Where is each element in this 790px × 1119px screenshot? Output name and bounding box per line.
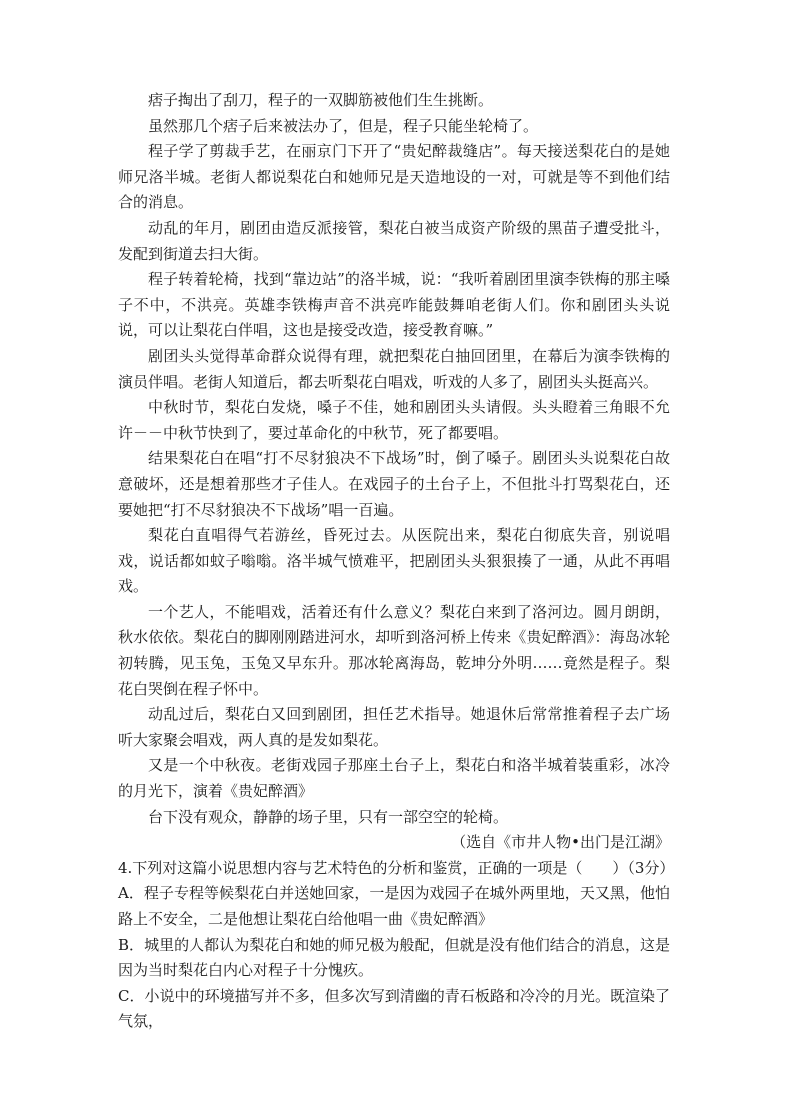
story-paragraph: 一个艺人，不能唱戏，活着还有什么意义？梨花白来到了洛河边。圆月朗朗，秋水依依。梨花白的脚刚刚踏进河水，却听到洛河桥上传来《贵妃醉酒》：海岛冰轮初转腾，见玉兔，玉兔又早东升。那冰轮离海岛，乾坤分外明……竟然是程子。梨花白哭倒在程子怀中。	[118, 602, 670, 698]
question-option-a: A．程子专程等候梨花白并送她回家，一是因为戏园子在城外两里地，天又黑，他怕路上不安全，二是他想让梨花白给他唱一曲《贵妃醉酒》	[118, 884, 670, 928]
question-block	[118, 856, 675, 1035]
document-page	[118, 88, 675, 1035]
story-paragraph: 又是一个中秋夜。老街戏园子那座土台子上，梨花白和洛半城着装重彩，冰冷的月光下，演着《贵妃醉酒》	[118, 756, 670, 801]
story-paragraph: 程子转着轮椅，找到“靠边站”的洛半城，说：“我听着剧团里演李铁梅的那主嗓子不中，不洪亮。英雄李铁梅声音不洪亮咋能鼓舞咱老街人们。你和剧团头头说说，可以让梨花白伴唱，这也是接受改造，接受教育嘛。”	[118, 270, 670, 340]
story-paragraph: 痞子掏出了刮刀，程子的一双脚筋被他们生生挑断。	[148, 91, 494, 109]
story-paragraph: 结果梨花白在唱“打不尽豺狼决不下战场”时，倒了嗓子。剧团头头说梨花白故意破坏，还是想着那些才子佳人。在戏园子的土台子上，不但批斗打骂梨花白，还要她把“打不尽豺狼决不下战场”唱一百遍。	[118, 449, 670, 519]
story-paragraph: 动乱过后，梨花白又回到剧团，担任艺术指导。她退休后常常推着程子去广场听大家聚会唱戏，两人真的是发如梨花。	[118, 705, 670, 749]
story-paragraph: 梨花白直唱得气若游丝，昏死过去。从医院出来，梨花白彻底失音，别说唱戏，说话都如蚊子嗡嗡。洛半城气愤难平，把剧团头头狠狠揍了一通，从此不再唱戏。	[118, 526, 670, 596]
story-paragraph: 动乱的年月，剧团由造反派接管，梨花白被当成资产阶级的黑苗子遭受批斗，发配到街道去扫大街。	[118, 218, 670, 263]
story-body	[118, 88, 670, 856]
story-paragraph: 程子学了剪裁手艺，在丽京门下开了“贵妃醉裁缝店”。每天接送梨花白的是她师兄洛半城。老街人都说梨花白和她师兄是天造地设的一对，可就是等不到他们结合的消息。	[118, 142, 670, 212]
story-paragraph: 台下没有观众，静静的场子里，只有一部空空的轮椅。	[148, 807, 509, 826]
question-option-c: C．小说中的环境描写并不多，但多次写到清幽的青石板路和冷冷的月光。既渲染了气氛，	[118, 986, 670, 1031]
story-paragraph: 虽然那几个痞子后来被法办了，但是，程子只能坐轮椅了。	[148, 116, 539, 135]
story-source: （选自《市井人物•出门是江湖》	[451, 833, 670, 852]
question-option-b: B．城里的人都认为梨花白和她的师兄极为般配，但就是没有他们结合的消息，这是因为当时梨花白内心对程子十分愧疚。	[118, 935, 670, 980]
story-paragraph: 中秋时节，梨花白发烧，嗓子不佳，她和剧团头头请假。头头瞪着三角眼不允许－－中秋节快到了，要过革命化的中秋节，死了都要唱。	[118, 398, 670, 442]
question-stem: 4.下列对这篇小说思想内容与艺术特色的分析和鉴赏，正确的一项是（ ）（3分）	[118, 858, 675, 877]
story-paragraph: 剧团头头觉得革命群众说得有理，就把梨花白抽回团里，在幕后为演李铁梅的演员伴唱。老街人知道后，都去听梨花白唱戏，听戏的人多了，剧团头头挺高兴。	[118, 346, 670, 391]
